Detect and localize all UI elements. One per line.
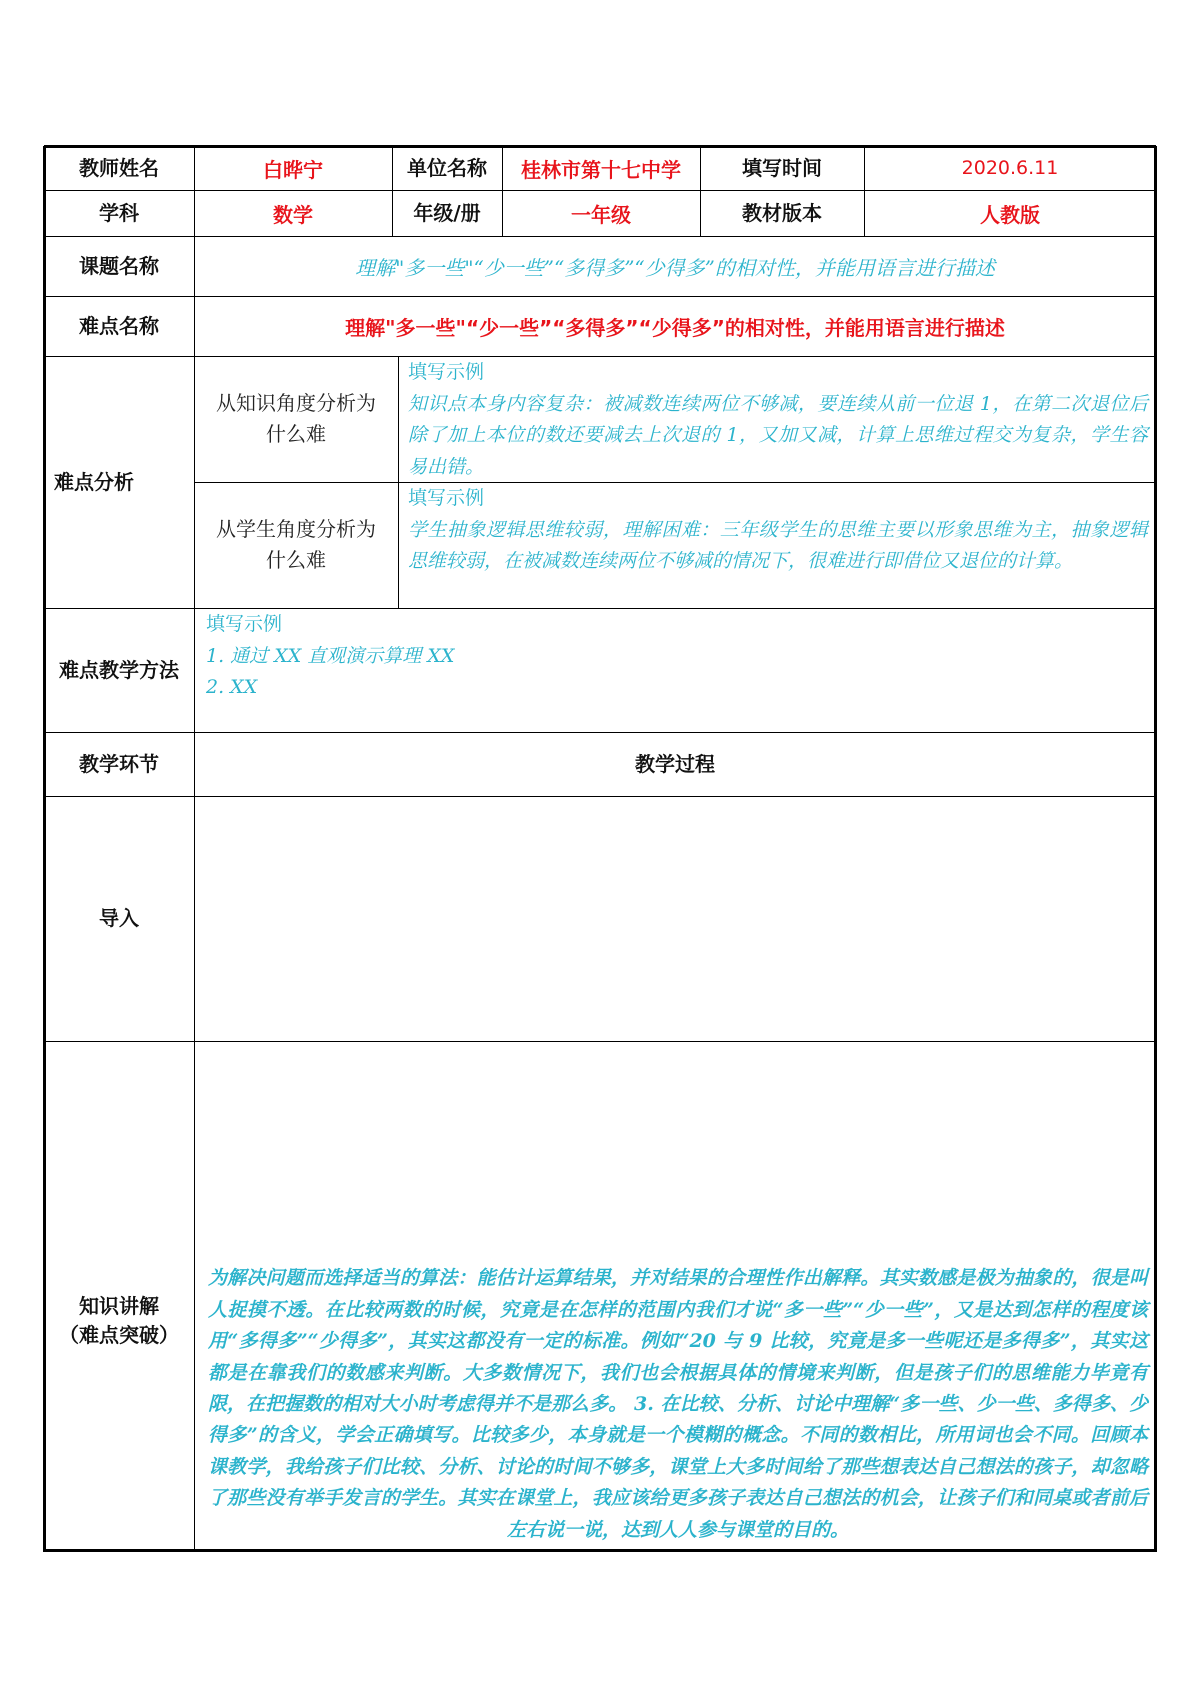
edition-value: 人教版 <box>980 202 1040 227</box>
knowledge-sample-label: 填写示例 <box>408 361 485 383</box>
knowledge-angle-text: 知识点本身内容复杂：被减数连续两位不够减，要连续从前一位退 1，在第二次退位后除了加上本位的数还要减去上次退的 1，又加又减，计算上思维过程交为复杂，学生容易出错。 <box>408 392 1148 478</box>
rule-h5 <box>194 482 1156 483</box>
difficulty-value: 理解"多一些"“少一些”“多得多”“少得多”的相对性，并能用语言进行描述 <box>345 315 1005 340</box>
rule-v6 <box>398 356 399 608</box>
grade-value: 一年级 <box>571 202 631 227</box>
lecture-content <box>194 1041 1156 1550</box>
student-angle-label-line2: 什么难 <box>266 548 326 572</box>
grade-label: 年级/册 <box>413 200 481 225</box>
topic-label: 课题名称 <box>79 253 159 278</box>
fill-date-label: 填写时间 <box>742 155 822 180</box>
student-angle-label-line1: 从学生角度分析为 <box>216 517 376 541</box>
method-item-1: 1. 通过 XX 直观演示算理 XX <box>206 644 455 667</box>
rule-v5 <box>864 146 865 236</box>
student-angle-label <box>194 482 398 608</box>
lecture-label <box>44 1041 194 1550</box>
unit-name-label: 单位名称 <box>407 155 487 180</box>
rule-h1 <box>44 190 1156 191</box>
student-angle-content <box>398 482 1156 608</box>
rule-v2 <box>392 146 393 236</box>
subject-label: 学科 <box>99 200 139 225</box>
knowledge-angle-label-line2: 什么难 <box>266 422 326 446</box>
rule-h3 <box>44 296 1156 297</box>
analysis-label: 难点分析 <box>54 469 134 494</box>
fill-date-value: 2020.6.11 <box>961 157 1059 179</box>
method-sample-label: 填写示例 <box>206 613 283 635</box>
border-top <box>44 145 1156 148</box>
knowledge-angle-label <box>194 356 398 482</box>
stage-header: 教学环节 <box>79 751 159 776</box>
rule-h6 <box>44 608 1156 609</box>
intro-content <box>194 796 1156 1041</box>
lecture-label-line2: （难点突破） <box>59 1323 179 1347</box>
rule-v3 <box>502 146 503 236</box>
rule-v1 <box>194 146 195 1550</box>
intro-label: 导入 <box>99 906 139 930</box>
method-item-2: 2. XX <box>206 676 258 698</box>
border-left <box>43 146 46 1552</box>
rule-h4 <box>44 356 1156 357</box>
difficulty-label: 难点名称 <box>79 313 159 338</box>
border-right <box>1154 146 1157 1552</box>
lecture-text: 为解决问题而选择适当的算法：能估计运算结果，并对结果的合理性作出解释。其实数感是极为抽象的，很是叫人捉摸不透。在比较两数的时候，究竟是在怎样的范围内我们才说“多一些”“少一些”，又是达到怎样的程度该用“多得多”“少得多”，其实这都没有一定的标准。例如“20 与 9 比较，究竟是多一些呢还是多得多”，其实这都是在靠我们的数感来判断。大多数情况下，我们也会根据具体的情境来判断，但是孩子们的思维能力毕竟有限，在把握数的相对大小时考虑得并不是那么多。 3. 在比较、分析、讨论中理解“多一些、少一些、多得多、少得多”的含义，学会正确填写。比较多少，本身就是一个模糊的概念。不同的数相比，所用词也会不同。回顾本课教学，我给孩子们比较、分析、讨论的时间不够多，课堂上大多时间给了那些想表达自己想法的孩子，却忽略了那些没有举手发言的学生。其实在课堂上，我应该给更多孩子表达自己想法的机会，让孩子们和同桌或者前后左右说一说，达到人人参与课堂的目的。 <box>208 1267 1148 1541</box>
topic-value: 理解"多一些"“少一些”“多得多”“少得多”的相对性，并能用语言进行描述 <box>355 255 995 280</box>
teacher-name-label: 教师姓名 <box>79 155 159 180</box>
process-header: 教学过程 <box>635 751 715 776</box>
student-sample-label: 填写示例 <box>408 487 485 509</box>
subject-value: 数学 <box>273 202 313 227</box>
method-label: 难点教学方法 <box>59 657 179 682</box>
rule-v4 <box>700 146 701 236</box>
edition-label: 教材版本 <box>742 200 822 225</box>
unit-name-value: 桂林市第十七中学 <box>521 157 681 182</box>
rule-h9 <box>44 1041 1156 1042</box>
method-content <box>194 608 1156 732</box>
student-angle-text: 学生抽象逻辑思维较弱，理解困难：三年级学生的思维主要以形象思维为主，抽象逻辑思维较弱，在被减数连续两位不够减的情况下，很难进行即借位又退位的计算。 <box>408 518 1148 572</box>
knowledge-angle-label-line1: 从知识角度分析为 <box>216 391 376 415</box>
border-bottom <box>44 1549 1156 1552</box>
lesson-plan-table <box>44 146 1156 1550</box>
rule-h8 <box>44 796 1156 797</box>
teacher-name-value: 白晔宁 <box>263 157 323 182</box>
knowledge-angle-content <box>398 356 1156 482</box>
rule-h7 <box>44 732 1156 733</box>
rule-h2 <box>44 236 1156 237</box>
lecture-label-line1: 知识讲解 <box>79 1294 159 1318</box>
